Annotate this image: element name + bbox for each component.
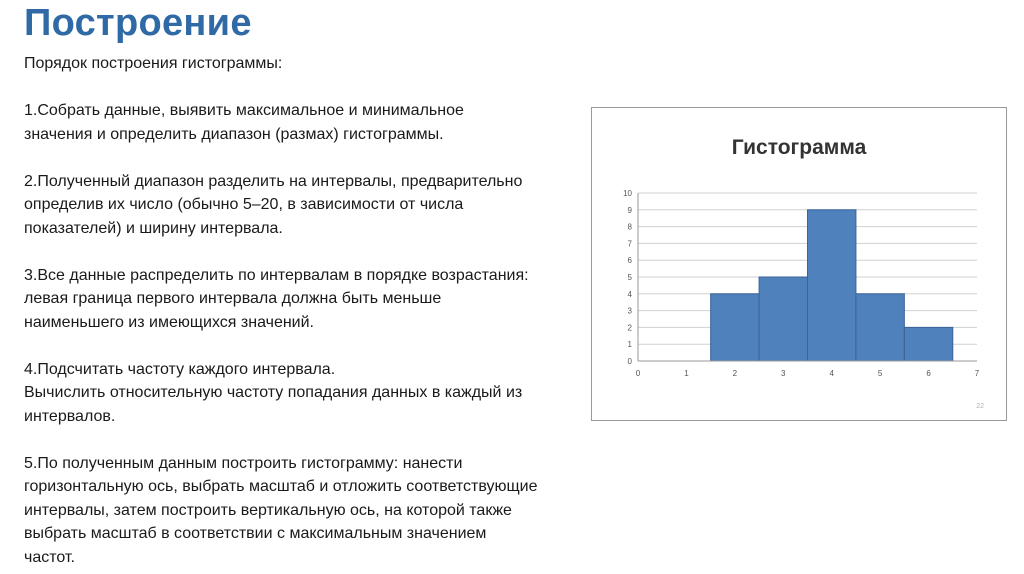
step-2 xyxy=(24,170,604,241)
x-tick-label: 6 xyxy=(926,369,931,378)
step-line: частот. xyxy=(24,548,75,566)
y-tick-label: 4 xyxy=(627,289,632,299)
step-3 xyxy=(24,264,604,335)
step-line: определив их число (обычно 5–20, в зависимости от числа xyxy=(24,196,464,213)
step-line: наименьшего из имеющихся значений. xyxy=(24,313,314,331)
x-tick-label: 0 xyxy=(635,369,641,378)
intro-line: Порядок построения гистограммы: xyxy=(24,55,283,72)
x-tick-label: 1 xyxy=(684,369,689,378)
y-tick-label: 7 xyxy=(627,239,632,249)
step-line: 5.По полученным данным построить гистограмму: нанести xyxy=(24,454,463,472)
histogram-bar xyxy=(904,327,952,361)
histogram-bar xyxy=(808,210,856,361)
y-tick-label: 3 xyxy=(627,306,632,316)
histogram-bar xyxy=(711,294,759,361)
y-tick-label: 5 xyxy=(627,273,632,282)
step-line: значения и определить диапазон (размах) гистограммы. xyxy=(24,125,444,143)
x-tick-label: 3 xyxy=(781,369,786,378)
y-tick-label: 1 xyxy=(627,340,632,350)
y-tick-label: 8 xyxy=(627,222,632,232)
instructions-text xyxy=(24,52,604,569)
step-line: 4.Подсчитать частоту каждого интервала. xyxy=(24,360,336,378)
y-tick-label: 2 xyxy=(627,323,632,333)
step-line: 2.Полученный диапазон разделить на интервалы, предварительно xyxy=(24,172,523,190)
histogram-figure xyxy=(591,107,1007,421)
step-line: 3.Все данные распределить по интервалам в порядке возрастания: xyxy=(24,266,529,284)
x-tick-label: 2 xyxy=(732,369,738,378)
chart-title: Гистограмма xyxy=(731,136,867,159)
step-line: левая граница первого интервала должна быть меньше xyxy=(24,290,442,307)
page-number: 22 xyxy=(976,403,984,410)
x-tick-label: 5 xyxy=(877,369,883,378)
y-tick-label: 10 xyxy=(623,189,632,198)
step-line: интервалы, затем построить вертикальную ось, на которой также xyxy=(24,501,512,519)
histogram-chart xyxy=(592,108,1006,420)
step-line: показателей) и ширину интервала. xyxy=(24,219,283,237)
step-1 xyxy=(24,99,604,146)
step-5 xyxy=(24,452,604,570)
step-line: 1.Собрать данные, выявить максимальное и минимальное xyxy=(24,102,464,119)
x-tick-label: 4 xyxy=(829,369,834,378)
step-4 xyxy=(24,358,604,429)
intro-text xyxy=(24,52,604,76)
step-line: выбрать масштаб в соответствии с максимальным значением xyxy=(24,525,487,542)
y-tick-label: 9 xyxy=(627,205,632,215)
step-line: интервалов. xyxy=(24,407,116,425)
y-tick-label: 6 xyxy=(627,256,632,266)
histogram-bar xyxy=(759,277,807,361)
step-line: Вычислить относительную частоту попадания данных в каждый из xyxy=(24,384,523,401)
x-tick-label: 7 xyxy=(974,369,980,378)
step-line: горизонтальную ось, выбрать масштаб и отложить соответствующие xyxy=(24,478,538,495)
slide-title: Построение xyxy=(24,2,252,44)
histogram-bar xyxy=(856,294,904,361)
y-tick-label: 0 xyxy=(627,357,632,366)
